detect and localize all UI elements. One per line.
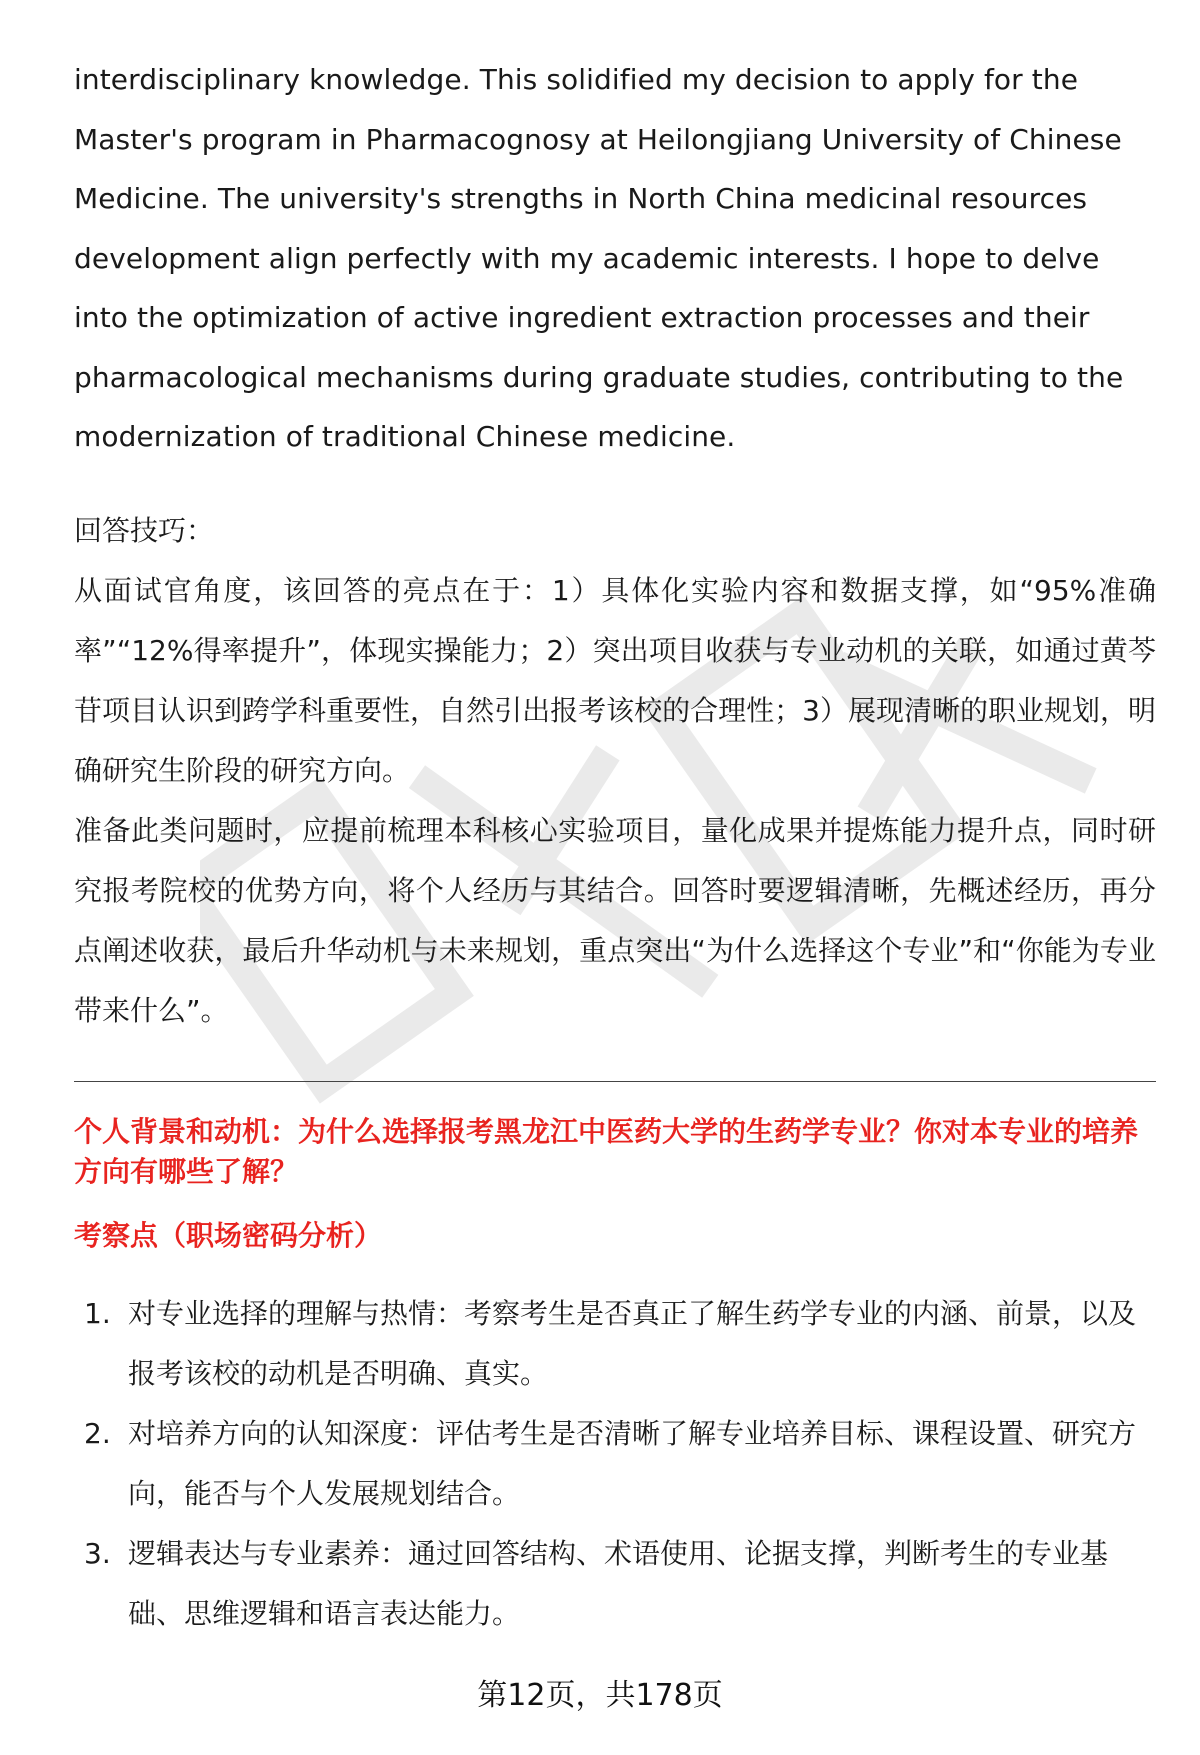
tips-paragraph-2: 准备此类问题时，应提前梳理本科核心实验项目，量化成果并提炼能力提升点，同时研究报考院校的优势方向，将个人经历与其结合。回答时要逻辑清晰，先概述经历，再分点阐述收获，最后升华动机与未来规划，重点突出“为什么选择这个专业”和“你能为专业带来什么”。: [74, 813, 1156, 1027]
list-item: [74, 1524, 1156, 1644]
list-item-text: 对专业选择的理解与热情：考察考生是否真正了解生药学专业的内涵、前景，以及报考该校的动机是否明确、真实。: [128, 1296, 1137, 1390]
tips-paragraph-1: 从面试官角度，该回答的亮点在于：1）具体化实验内容和数据支撑，如“95%准确率”“12%得率提升”，体现实操能力；2）突出项目收获与专业动机的关联，如通过黄芩苷项目认识到跨学科重要性，自然引出报考该校的合理性；3）展现清晰的职业规划，明确研究生阶段的研究方向。: [74, 573, 1156, 787]
english-paragraph: interdisciplinary knowledge. This solidified my decision to apply for the Master's program in Pharmacognosy at Heilongjiang University of Chinese Medicine. The university's strengths in North China medicinal resources development align perfectly with my academic interests. I hope to delve into the optimization of active ingredient extraction processes and their pharmacological mechanisms during graduate studies, contributing to the modernization of traditional Chinese medicine.: [74, 63, 1124, 453]
page-number-footer: 第12页，共178页: [477, 1678, 723, 1713]
list-item-text: 逻辑表达与专业素养：通过回答结构、术语使用、论据支撑，判断考生的专业基础、思维逻辑和语言表达能力。: [128, 1536, 1109, 1630]
list-item: [74, 1284, 1156, 1404]
section-divider: [74, 1081, 1156, 1082]
analysis-subheading: 考察点（职场密码分析）: [74, 1218, 383, 1252]
tips-label: 回答技巧：: [74, 513, 215, 547]
list-item-number: 1.: [84, 1296, 111, 1330]
question-heading: 个人背景和动机：为什么选择报考黑龙江中医药大学的生药学专业？你对本专业的培养方向有哪些了解？: [74, 1114, 1139, 1188]
points-list: [74, 1284, 1156, 1644]
list-item-number: 2.: [84, 1416, 111, 1450]
list-item-text: 对培养方向的认知深度：评估考生是否清晰了解专业培养目标、课程设置、研究方向，能否与个人发展规划结合。: [128, 1416, 1137, 1510]
document-page: [74, 50, 1156, 1644]
list-item-number: 3.: [84, 1536, 111, 1570]
list-item: [74, 1404, 1156, 1524]
